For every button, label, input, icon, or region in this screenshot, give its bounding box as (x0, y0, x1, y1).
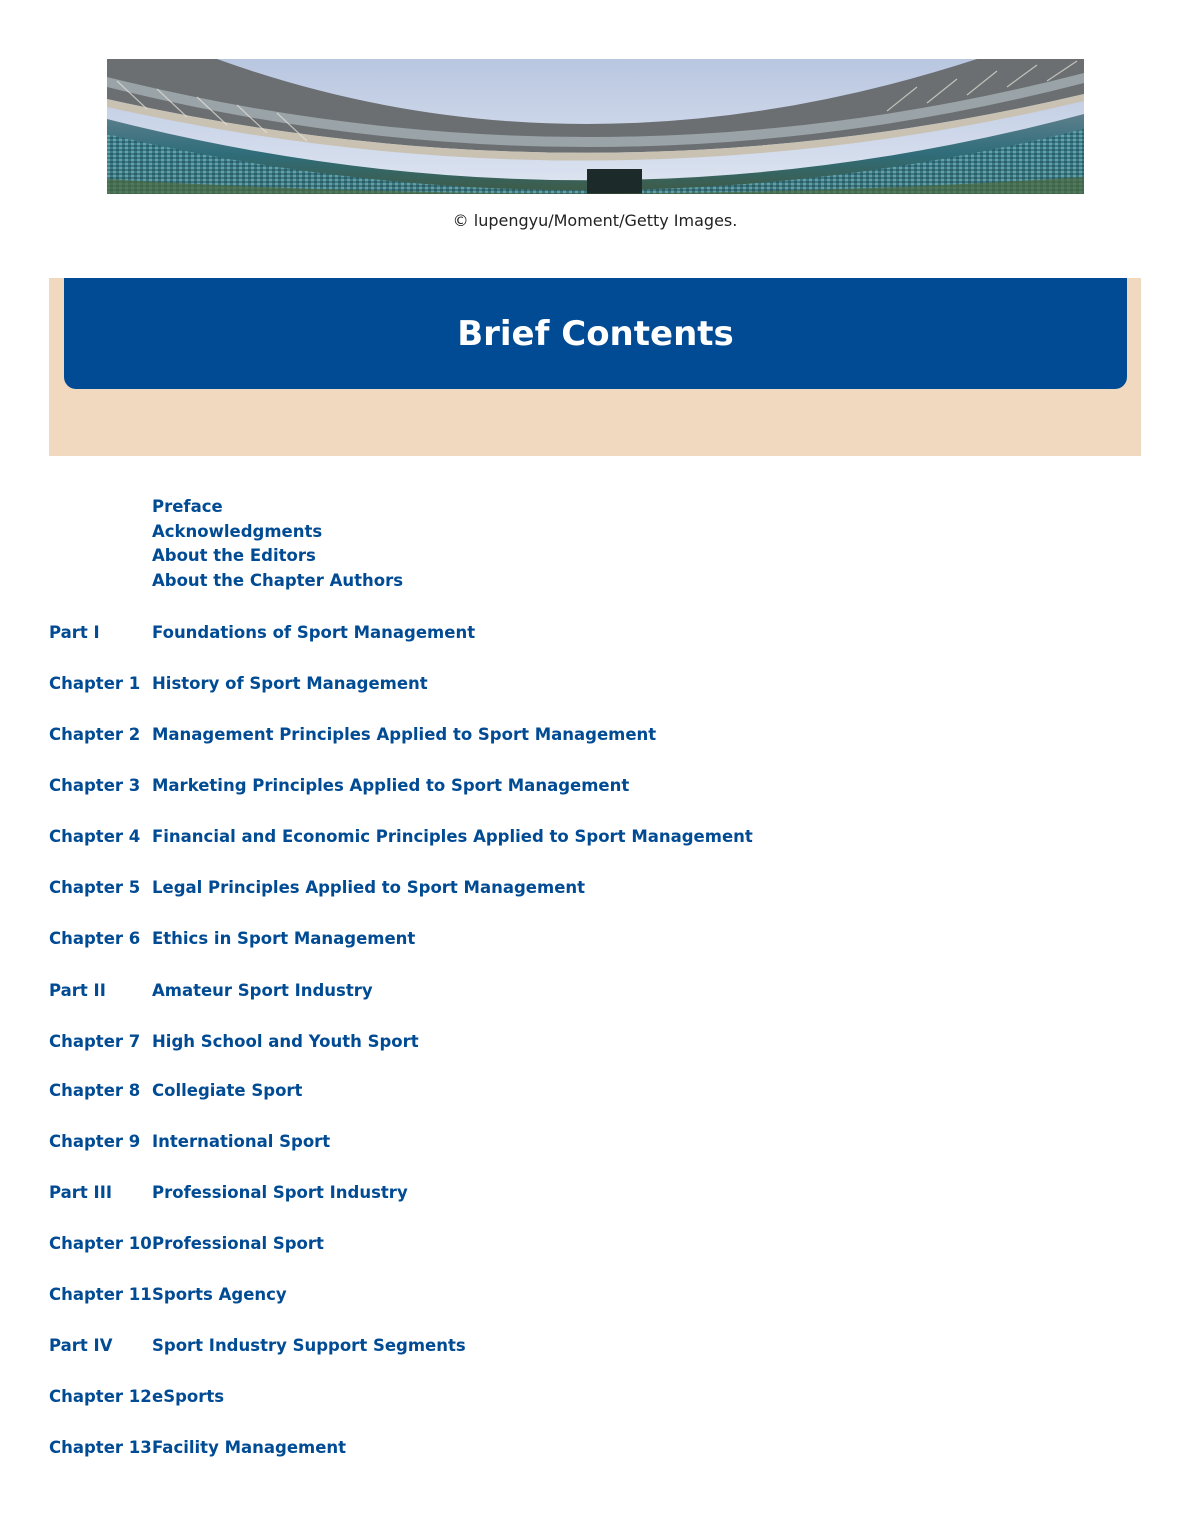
page-title: Brief Contents (457, 313, 734, 354)
toc-title[interactable]: Marketing Principles Applied to Sport Management (152, 776, 630, 795)
toc-label: Part I (49, 623, 100, 642)
toc-label: Chapter 2 (49, 725, 141, 744)
photo-credit: © lupengyu/Moment/Getty Images. (452, 211, 738, 230)
toc-label: Part III (49, 1183, 112, 1202)
toc-label: Chapter 12 (49, 1387, 152, 1406)
header-title-box (64, 278, 1127, 389)
toc-title[interactable]: Sports Agency (152, 1285, 287, 1304)
toc-title[interactable]: Collegiate Sport (152, 1081, 303, 1100)
toc-label: Chapter 4 (49, 827, 141, 846)
front-matter-preface[interactable]: Preface (152, 497, 223, 516)
toc-title[interactable]: Professional Sport (152, 1234, 324, 1253)
toc-label: Chapter 3 (49, 776, 141, 795)
toc-label: Chapter 10 (49, 1234, 152, 1253)
toc-title[interactable]: Ethics in Sport Management (152, 929, 416, 948)
banner-photo (107, 59, 1084, 194)
toc-title[interactable]: Legal Principles Applied to Sport Management (152, 878, 586, 897)
toc-label: Part IV (49, 1336, 113, 1355)
toc-label: Chapter 13 (49, 1438, 152, 1457)
toc-label: Chapter 9 (49, 1132, 141, 1151)
toc-label: Chapter 11 (49, 1285, 152, 1304)
toc-label: Chapter 8 (49, 1081, 141, 1100)
front-matter-about-authors[interactable]: About the Chapter Authors (152, 570, 404, 590)
toc-title[interactable]: History of Sport Management (152, 674, 428, 693)
toc-label: Chapter 7 (49, 1032, 141, 1051)
toc-label: Part II (49, 981, 106, 1000)
front-matter-acknowledgments[interactable]: Acknowledgments (152, 521, 323, 541)
toc-title[interactable]: International Sport (152, 1132, 331, 1151)
toc-title[interactable]: eSports (152, 1387, 225, 1406)
toc-title[interactable]: Financial and Economic Principles Applied to Sport Management (152, 827, 753, 846)
toc-title[interactable]: Professional Sport Industry (152, 1183, 408, 1202)
toc-title[interactable]: Facility Management (152, 1438, 347, 1457)
toc-label: Chapter 6 (49, 929, 141, 948)
front-matter-about-editors[interactable]: About the Editors (152, 546, 316, 565)
toc-title[interactable]: Sport Industry Support Segments (152, 1336, 466, 1355)
toc-title[interactable]: Foundations of Sport Management (152, 623, 476, 642)
toc-title[interactable]: Amateur Sport Industry (152, 981, 373, 1000)
stadium-illustration (107, 59, 1084, 194)
toc-label: Chapter 1 (49, 674, 141, 693)
toc-title[interactable]: Management Principles Applied to Sport Management (152, 725, 657, 744)
toc-label: Chapter 5 (49, 878, 141, 897)
front-matter-list (152, 495, 403, 593)
toc-title[interactable]: High School and Youth Sport (152, 1032, 419, 1051)
